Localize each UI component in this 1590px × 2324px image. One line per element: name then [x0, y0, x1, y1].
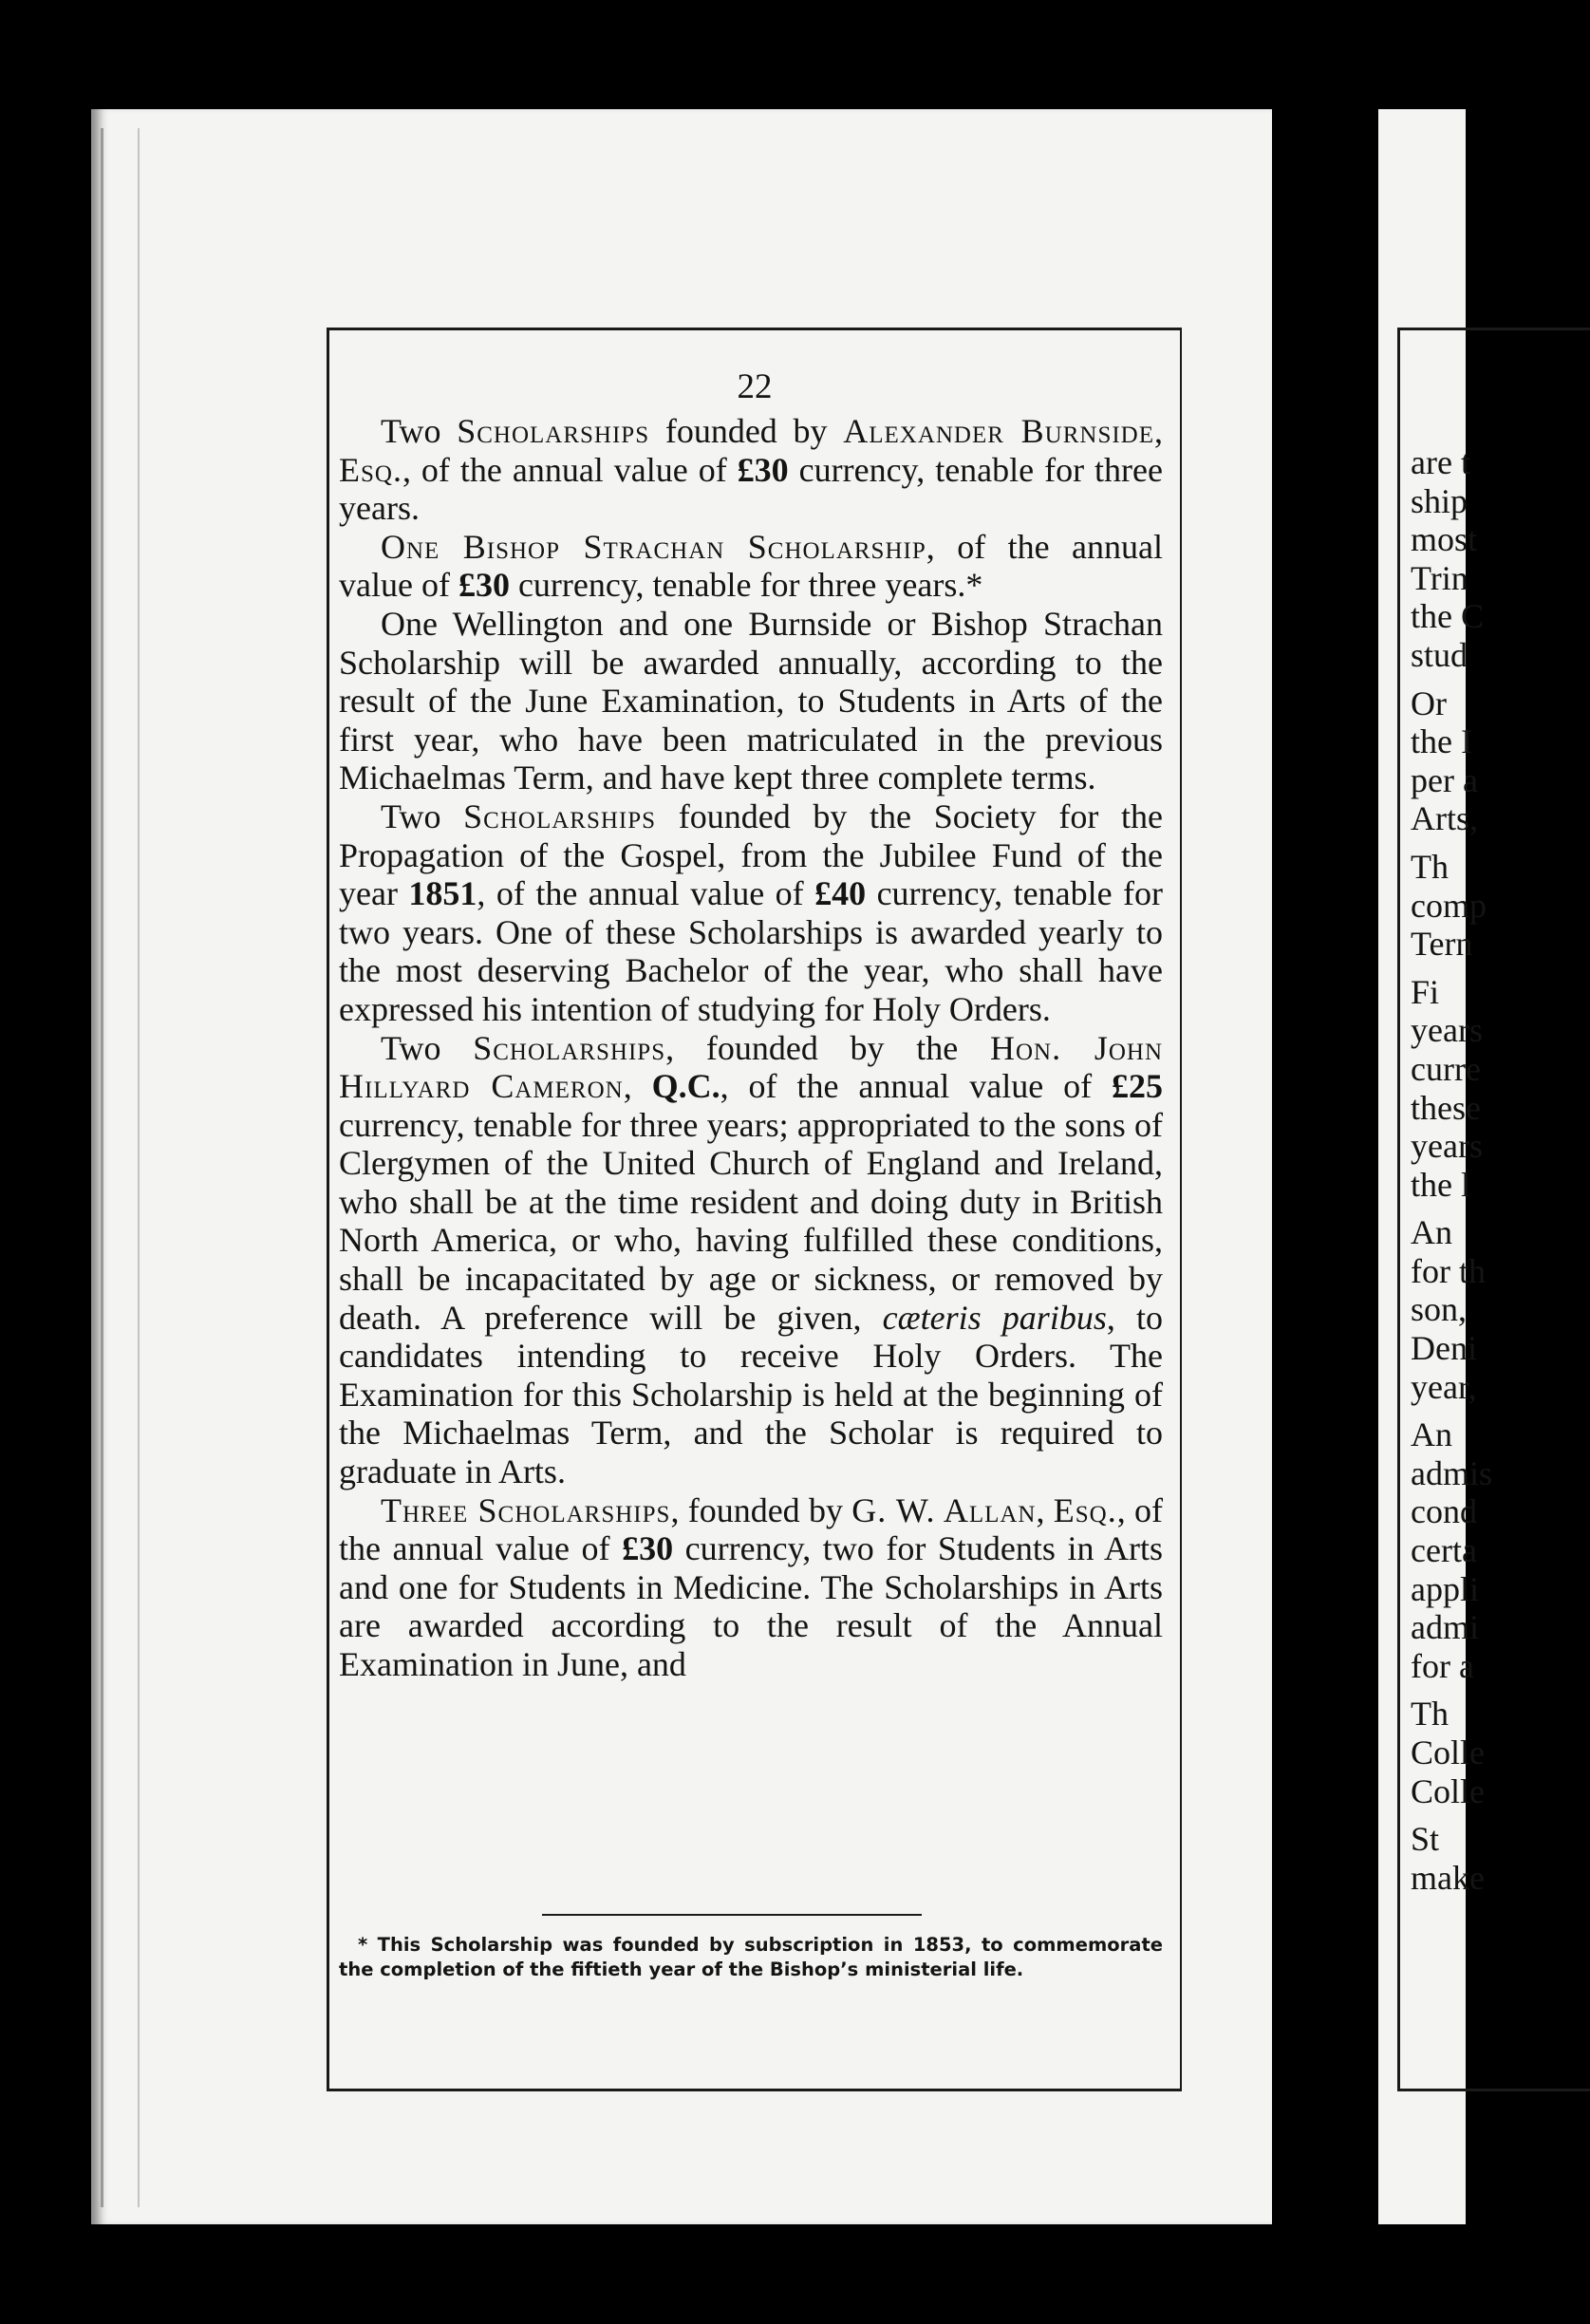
right-page-line: the I — [1411, 722, 1472, 761]
body-text — [339, 412, 1163, 1684]
text-run: G. W. Allan — [851, 1490, 1037, 1529]
right-page-line: admi — [1411, 1608, 1479, 1647]
right-page-line: Tern — [1411, 925, 1473, 964]
right-page-line: for th — [1411, 1251, 1486, 1290]
right-page-line: cond — [1411, 1492, 1477, 1531]
paragraph — [339, 412, 1163, 528]
text-run: £30 — [737, 450, 789, 489]
text-run: , of the annual value of — [477, 874, 815, 913]
text-run: , of the annual value of — [339, 527, 1163, 605]
text-run: Scholarships — [463, 797, 657, 835]
text-run: One Wellington and one Burnside or Bishop Strachan Scholarship will be awarded annually, according to the result of the June Examination, to Students in Arts of the first year, who have been matriculated in the previous Michaelmas Term, and have kept three complete terms. — [339, 604, 1163, 797]
right-page-line: ship — [1411, 481, 1468, 520]
right-page-line: Th — [1411, 1695, 1449, 1734]
text-run: , of the annual value of — [339, 1490, 1163, 1568]
right-page-line: for a — [1411, 1646, 1474, 1685]
text-run: , — [1036, 1490, 1054, 1529]
right-page-line: Trin — [1411, 558, 1468, 597]
text-run: , — [623, 1067, 652, 1106]
text-run: Two — [381, 412, 458, 450]
right-page-line: per a — [1411, 760, 1478, 799]
left-page — [91, 109, 1272, 2224]
right-page-line: the l — [1411, 1165, 1470, 1204]
right-page-line: years — [1411, 1011, 1483, 1050]
right-page-line: year, — [1411, 1367, 1477, 1406]
right-page-line: Fi — [1411, 972, 1440, 1011]
page-number: 22 — [737, 367, 773, 406]
text-run: 1851 — [408, 874, 477, 913]
paragraph — [339, 1491, 1163, 1684]
text-run: currency, tenable for three years.* — [509, 566, 983, 605]
text-run: , to candidates intending to receive Holy Orders. The Examination for this Scholarship is held at the beginning of the Michaelmas Term, and the Scholar is required to graduate in Arts. — [339, 1298, 1163, 1491]
text-frame — [327, 328, 1182, 2091]
text-run: One Bishop Strachan Scholarship — [381, 527, 926, 566]
right-page-line: the C — [1411, 597, 1484, 636]
right-page-line: An — [1411, 1213, 1452, 1252]
text-run: £30 — [458, 566, 510, 605]
text-run: founded by the Society for the Propagation of the Gospel, from the Jubilee Fund of the year — [339, 797, 1163, 913]
text-run: Hon. John Hillyard Cameron — [339, 1028, 1164, 1106]
right-page-line: son, — [1411, 1290, 1468, 1329]
right-page-line: make — [1411, 1858, 1485, 1897]
right-page-line: are t — [1411, 443, 1470, 481]
paragraph — [339, 1029, 1163, 1491]
right-page-line: Colle — [1411, 1771, 1485, 1810]
right-page-line: St — [1411, 1820, 1440, 1859]
right-page-text — [1411, 443, 1492, 1897]
page-edge-lines — [101, 128, 140, 2207]
text-run: , — [1154, 412, 1164, 450]
binding-gutter — [1272, 109, 1378, 2224]
right-page-line: appli — [1411, 1569, 1479, 1608]
footnote-rule — [542, 1914, 922, 1916]
text-run: Scholarships — [473, 1028, 666, 1067]
text-run: currency, two for Students in Arts and one for Students in Medicine. The Scholarships in Arts are awarded according to the result of the Annual Examination in June, and — [339, 1529, 1164, 1683]
text-run: cæteris paribus — [882, 1298, 1107, 1337]
right-page-line: Th — [1411, 847, 1449, 886]
text-run: Scholarships — [457, 412, 650, 450]
text-run: Alexander Burnside — [843, 412, 1155, 450]
text-run: Three Scholarships — [381, 1490, 671, 1529]
text-run: , of the annual value of — [402, 450, 738, 489]
right-page-line: Colle — [1411, 1734, 1485, 1771]
paragraph — [339, 797, 1163, 1029]
book-spread — [91, 109, 1492, 2224]
right-page-line: An — [1411, 1415, 1452, 1454]
text-run: founded by — [649, 412, 844, 450]
text-run: Q.C. — [651, 1067, 720, 1106]
right-page-line: these — [1411, 1088, 1481, 1127]
right-page — [1378, 109, 1492, 2224]
right-page-line: admis — [1411, 1453, 1492, 1492]
right-page-line: years — [1411, 1127, 1483, 1166]
paragraph — [339, 605, 1163, 797]
text-run: £40 — [814, 874, 867, 913]
right-page-line: Deni — [1411, 1329, 1477, 1368]
right-page-line: certa — [1411, 1531, 1477, 1570]
right-page-line: Or — [1411, 684, 1447, 722]
text-run: , founded by the — [665, 1028, 990, 1067]
right-page-line: most — [1411, 520, 1478, 559]
text-run: £30 — [622, 1529, 674, 1568]
right-page-line: comp — [1411, 886, 1487, 925]
text-run: Two — [381, 797, 464, 835]
paragraph — [339, 528, 1163, 605]
right-page-line: Arts, — [1411, 799, 1478, 838]
footnote: * This Scholarship was founded by subscription in 1853, to commemorate the completion of the fiftieth year of the Bishop’s ministerial life. — [339, 1934, 1163, 1980]
text-run: £25 — [1112, 1067, 1164, 1106]
text-run: Esq. — [339, 450, 402, 489]
text-run: currency, tenable for two years. One of these Scholarships is awarded yearly to the most deserving Bachelor of the year, who shall have expressed his intention of studying for Holy Orders. — [339, 874, 1164, 1028]
text-run: , founded by — [670, 1490, 852, 1529]
text-run: Two — [381, 1028, 474, 1067]
text-run: currency, tenable for three years. — [339, 450, 1164, 528]
right-page-line: stud — [1411, 635, 1468, 674]
text-run: Esq. — [1053, 1490, 1117, 1529]
text-run: currency, tenable for three years; appropriated to the sons of Clergymen of the United Church of England and Ireland, who shall be at the time resident and doing duty in British North America, or who, having fulfilled these conditions, shall be incapacitated by age or sickness, or removed by death. A preference will be given, — [339, 1105, 1163, 1337]
text-run: , of the annual value of — [720, 1067, 1113, 1106]
right-page-line: curre — [1411, 1049, 1481, 1088]
